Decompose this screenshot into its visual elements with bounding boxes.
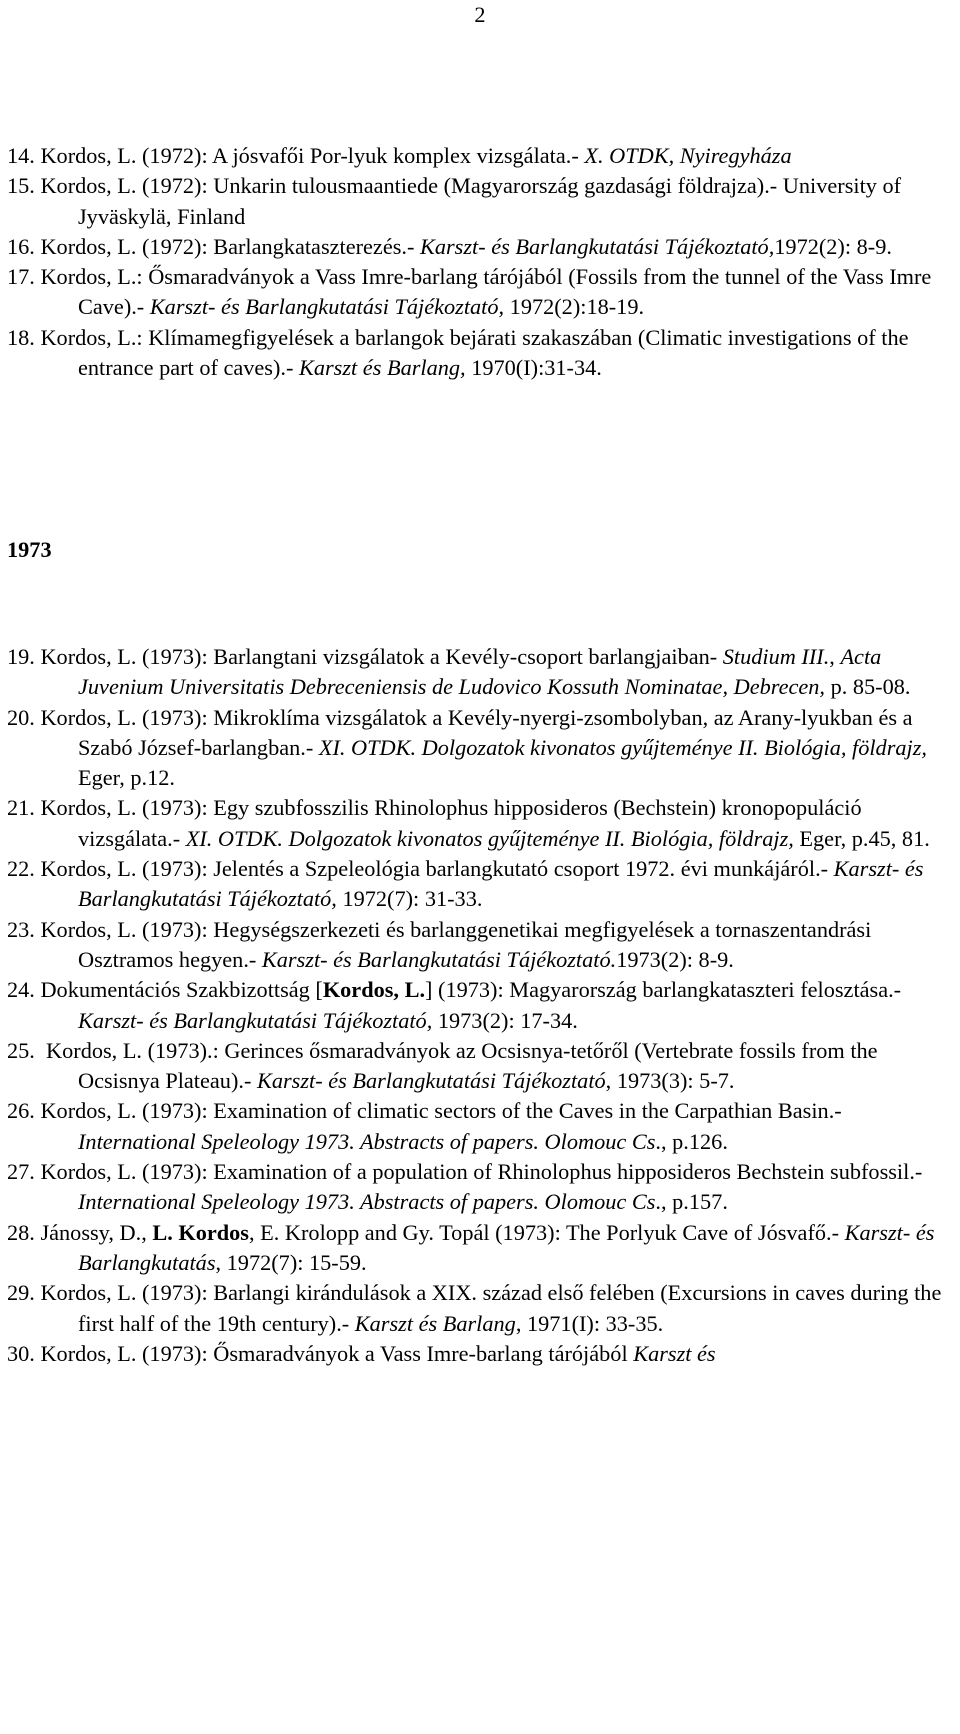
italic-segment: Karszt- és Barlangkutatási Tájékoztató. (261, 946, 617, 972)
text-segment: 23. Kordos, L. (1973): Hegységszerkezeti és barlanggenetikai megfigyelések a tornaszentandrási Osztramos hegyen.- (7, 916, 877, 972)
text-segment: ., p.126. (655, 1128, 728, 1154)
text-segment: 28. Jánossy, D., (7, 1219, 153, 1245)
italic-segment: Karszt- és Barlangkutatási Tájékoztató (256, 1068, 606, 1094)
reference-list-1972 (7, 141, 957, 383)
italic-segment: Karszt és Barlang, (298, 355, 466, 381)
text-segment: 24. Dokumentációs Szakbizottság [ (7, 977, 323, 1003)
text-segment: 1970(I):31-34. (465, 355, 602, 381)
text-segment: 30. Kordos, L. (1973): Ősmaradványok a Vass Imre-barlang tárójából (7, 1340, 634, 1366)
italic-segment: Acta Juvenium Universitatis Debreceniensis de Ludovico Kossuth Nominatae, Debrecen, (78, 644, 887, 700)
reference-entry (7, 1218, 957, 1279)
reference-entry (7, 1339, 957, 1369)
text-segment: 17. Kordos, L.: Ősmaradványok a Vass Imre-barlang tárójából (Fossils from the tunnel of the Vass Imre Cave).- (7, 264, 937, 320)
italic-segment: Karszt- és Barlangkutatási Tájékoztató, (78, 856, 930, 912)
italic-segment: Studium III. (722, 644, 830, 669)
reference-entry (7, 171, 957, 232)
reference-entry (7, 703, 957, 794)
text-segment: ., p.157. (655, 1189, 728, 1215)
text-segment: 1973(2): 17-34. (432, 1007, 578, 1033)
reference-list-1973 (7, 642, 957, 1369)
bold-segment: Kordos, L. (322, 977, 426, 1003)
text-segment: 19. Kordos, L. (1973): Barlangtani vizsgálatok a Kevély-csoport barlangjaiban- (7, 644, 723, 669)
text-segment: 1972(7): 31-33. (336, 886, 483, 912)
reference-entry (7, 141, 957, 171)
text-segment: 27. Kordos, L. (1973): Examination of a population of Rhinolophus hipposideros Bechstein subfossil.- (7, 1159, 928, 1185)
reference-entry (7, 975, 957, 1036)
reference-entry (7, 323, 957, 384)
text-segment: 1972(2): 8-9. (774, 233, 892, 259)
text-segment: 1973(2): 8-9. (616, 946, 734, 972)
text-segment: 22. Kordos, L. (1973): Jelentés a Szpeleológia barlangkutató csoport 1972. évi munkájáról.- (7, 856, 834, 882)
text-segment: 20. Kordos, L. (1973): Mikroklíma vizsgálatok a Kevély-nyergi-zsombolyban, az Arany-lyukban és a Szabó József-barlangban.- (7, 704, 919, 760)
reference-entry (7, 232, 957, 262)
italic-segment: XI. OTDK. Dolgozatok kivonatos gyűjteménye II. Biológia, földrajz, (318, 734, 927, 760)
text-segment: , 1973(3): 5-7. (605, 1068, 735, 1094)
reference-entry (7, 793, 957, 854)
text-segment: 21. Kordos, L. (1973): Egy szubfosszilis Rhinolophus hipposideros (Bechstein) kronopopuláció vizsgálata.- (7, 795, 868, 851)
italic-segment: Karszt- és Barlangkutatás (78, 1219, 941, 1275)
reference-entry (7, 854, 957, 915)
italic-segment: Karszt- és Barlangkutatási Tájékoztató, (78, 1007, 433, 1033)
text-segment: 16. Kordos, L. (1972): Barlangkataszterezés.- (7, 233, 420, 259)
text-segment: Eger, p.45, 81. (793, 825, 930, 851)
reference-entry (7, 1157, 957, 1218)
reference-entry (7, 262, 957, 323)
text-segment: , 1971(I): 33-35. (515, 1310, 664, 1336)
text-segment: 26. Kordos, L. (1973): Examination of climatic sectors of the Caves in the Carpathian Basin.- (7, 1098, 848, 1124)
text-segment: 15. Kordos, L. (1972): Unkarin tulousmaantiede (Magyarország gazdasági földrajza).- University of Jyväskylä, Finland (7, 173, 907, 229)
italic-segment: International Speleology 1973. Abstracts of papers. Olomouc Cs (78, 1189, 656, 1215)
text-segment: 1972(2):18-19. (504, 294, 645, 320)
italic-segment: X. OTDK, Nyiregyháza (584, 143, 792, 168)
text-segment: , 1972(7): 15-59. (215, 1249, 367, 1275)
text-segment: p. 85-08. (825, 674, 911, 700)
italic-segment: Karszt- és Barlangkutatási Tájékoztató, (419, 233, 775, 259)
italic-segment: Karszt és (633, 1340, 716, 1366)
italic-segment: International Speleology 1973. Abstracts of papers. Olomouc Cs (78, 1128, 656, 1154)
text-segment: , (829, 644, 841, 669)
bold-segment: L. Kordos (152, 1219, 249, 1245)
italic-segment: Karszt- és Barlangkutatási Tájékoztató, (149, 294, 505, 320)
text-segment: ] (1973): Magyarország barlangkataszteri felosztása.- (425, 977, 907, 1003)
text-segment: , E. Krolopp and Gy. Topál (1973): The Porlyuk Cave of Jósvafő.- (248, 1219, 845, 1245)
page-number: 2 (474, 2, 486, 27)
text-segment: 14. Kordos, L. (1972): A jósvafői Por-lyuk komplex vizsgálata.- (7, 143, 585, 168)
reference-entry (7, 642, 957, 703)
reference-entry (7, 1096, 957, 1157)
text-segment: Eger, p.12. (78, 734, 933, 791)
text-segment: 29. Kordos, L. (1973): Barlangi kirándulások a XIX. század első felében (Excursions in caves during the first half of the 19th century).- (7, 1280, 947, 1336)
reference-entry (7, 1278, 957, 1339)
reference-entry (7, 915, 957, 976)
reference-entry (7, 1036, 957, 1097)
italic-segment: XI. OTDK. Dolgozatok kivonatos gyűjteménye II. Biológia, földrajz, (185, 825, 794, 851)
year-heading-1973: 1973 (7, 537, 52, 562)
text-segment: 25. Kordos, L. (1973).: Gerinces ősmaradványok az Ocsisnya-tetőről (Vertebrate fossils from the Ocsisnya Plateau).- (7, 1037, 884, 1094)
text-segment: 18. Kordos, L.: Klímamegfigyelések a barlangok bejárati szakaszában (Climatic investigations of the entrance part of caves).- (7, 324, 915, 381)
italic-segment: Karszt és Barlang (354, 1310, 516, 1336)
